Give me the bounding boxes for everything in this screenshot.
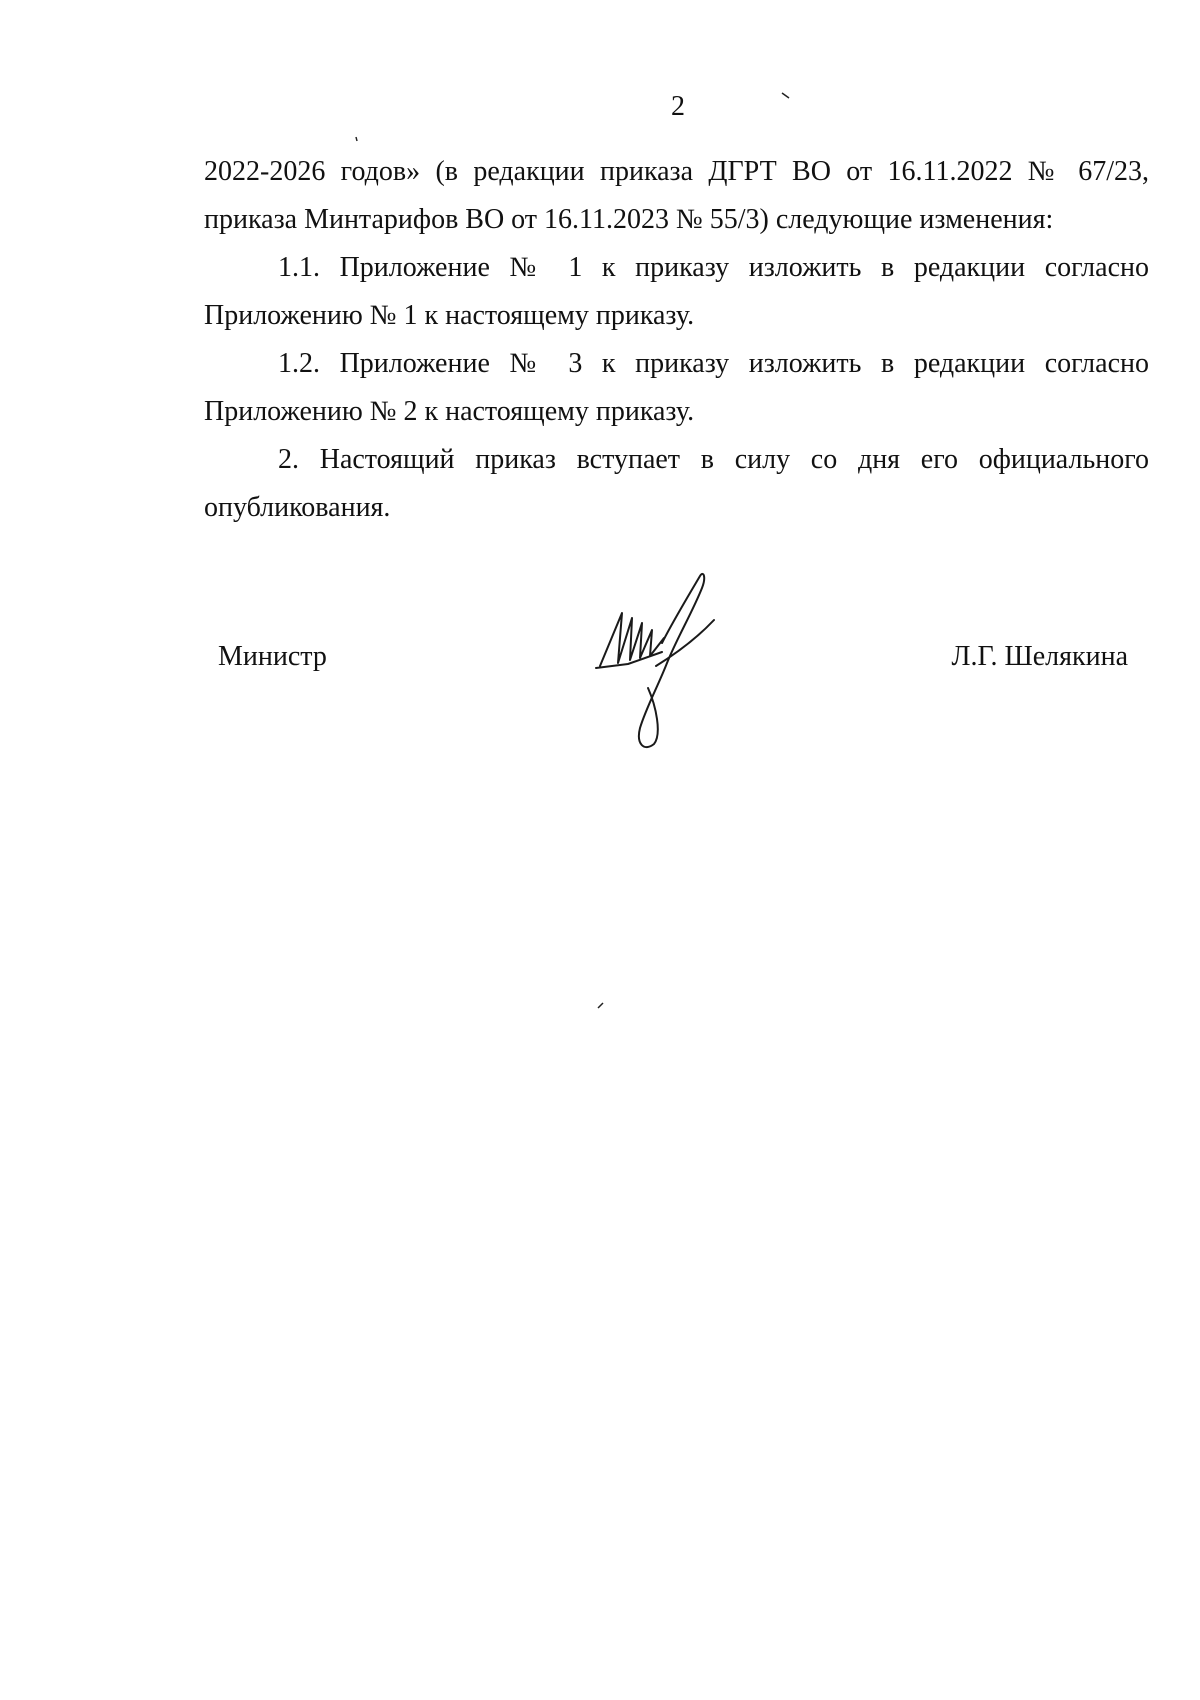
paragraph-item-1-2: 1.2. Приложение № 3 к приказу изложить в редакции согласно Приложению № 2 к настоящему приказу. [204,348,1149,427]
scan-speck [354,136,360,144]
scan-speck [781,92,793,102]
signer-name: Л.Г. Шелякина [951,641,1128,672]
page-number: 2 [671,91,685,122]
handwritten-signature [592,568,727,753]
scan-speck [597,1002,605,1010]
paragraph-continuation: 2022-2026 годов» (в редакции приказа ДГРТ ВО от 16.11.2022 № 67/23, приказа Минтарифов ВО от 16.11.2023 № 55/3) следующие изменения: [204,156,1149,235]
signer-position: Министр [218,641,327,672]
paragraph-item-2: 2. Настоящий приказ вступает в силу со дня его официального опубликования. [204,444,1149,523]
paragraph-item-1-1: 1.1. Приложение № 1 к приказу изложить в редакции согласно Приложению № 1 к настоящему приказу. [204,252,1149,331]
document-body [204,148,1149,532]
